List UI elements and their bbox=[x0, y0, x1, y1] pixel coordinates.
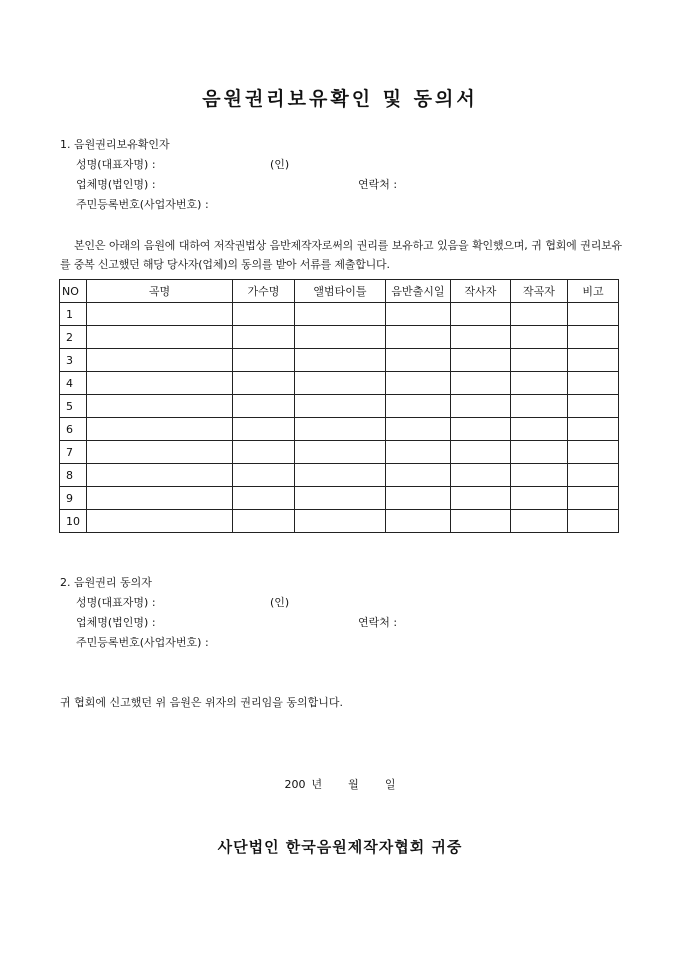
cell-singer[interactable] bbox=[233, 372, 295, 395]
cell-release-date[interactable] bbox=[386, 326, 451, 349]
cell-note[interactable] bbox=[568, 464, 619, 487]
cell-composer[interactable] bbox=[511, 441, 568, 464]
cell-title[interactable] bbox=[87, 464, 233, 487]
cell-release-date[interactable] bbox=[386, 418, 451, 441]
cell-release-date[interactable] bbox=[386, 372, 451, 395]
row-number: 2 bbox=[60, 326, 87, 349]
cell-composer[interactable] bbox=[511, 464, 568, 487]
table-row bbox=[60, 510, 619, 533]
cell-lyricist[interactable] bbox=[451, 395, 511, 418]
cell-note[interactable] bbox=[568, 418, 619, 441]
cell-note[interactable] bbox=[568, 372, 619, 395]
cell-album[interactable] bbox=[295, 464, 386, 487]
row-number: 3 bbox=[60, 349, 87, 372]
table-row bbox=[60, 303, 619, 326]
section2-seal: (인) bbox=[270, 596, 290, 609]
cell-title[interactable] bbox=[87, 349, 233, 372]
cell-singer[interactable] bbox=[233, 395, 295, 418]
date-year-unit: 년 bbox=[311, 778, 323, 791]
section2-name-label: 성명(대표자명) : bbox=[76, 596, 156, 609]
cell-composer[interactable] bbox=[511, 303, 568, 326]
cell-singer[interactable] bbox=[233, 487, 295, 510]
cell-title[interactable] bbox=[87, 418, 233, 441]
cell-singer[interactable] bbox=[233, 441, 295, 464]
cell-title[interactable] bbox=[87, 395, 233, 418]
cell-composer[interactable] bbox=[511, 487, 568, 510]
table-row bbox=[60, 464, 619, 487]
cell-album[interactable] bbox=[295, 349, 386, 372]
table-row bbox=[60, 372, 619, 395]
section1-company-label: 업체명(법인명) : bbox=[76, 178, 156, 191]
header-release-date: 음반출시일 bbox=[386, 280, 451, 303]
cell-lyricist[interactable] bbox=[451, 510, 511, 533]
cell-note[interactable] bbox=[568, 441, 619, 464]
header-singer: 가수명 bbox=[233, 280, 295, 303]
section1-heading: 1. 음원권리보유확인자 bbox=[60, 138, 170, 151]
table-row bbox=[60, 441, 619, 464]
cell-note[interactable] bbox=[568, 326, 619, 349]
date-year: 200 bbox=[284, 778, 306, 791]
recipient-footer: 사단법인 한국음원제작자협회 귀중 bbox=[217, 838, 463, 856]
header-album: 앨범타이틀 bbox=[295, 280, 386, 303]
cell-release-date[interactable] bbox=[386, 487, 451, 510]
cell-album[interactable] bbox=[295, 441, 386, 464]
row-number: 10 bbox=[60, 510, 87, 533]
cell-lyricist[interactable] bbox=[451, 372, 511, 395]
date-month-unit: 월 bbox=[348, 778, 359, 791]
music-list-table bbox=[59, 279, 619, 533]
cell-title[interactable] bbox=[87, 303, 233, 326]
cell-release-date[interactable] bbox=[386, 510, 451, 533]
cell-album[interactable] bbox=[295, 487, 386, 510]
cell-lyricist[interactable] bbox=[451, 349, 511, 372]
table-row bbox=[60, 395, 619, 418]
cell-title[interactable] bbox=[87, 487, 233, 510]
table-row bbox=[60, 418, 619, 441]
cell-note[interactable] bbox=[568, 303, 619, 326]
header-lyricist: 작사자 bbox=[451, 280, 511, 303]
cell-singer[interactable] bbox=[233, 303, 295, 326]
cell-composer[interactable] bbox=[511, 395, 568, 418]
table-header-row bbox=[60, 280, 619, 303]
row-number: 4 bbox=[60, 372, 87, 395]
section1-seal: (인) bbox=[270, 158, 290, 171]
consent-statement: 귀 협회에 신고했던 위 음원은 위자의 권리임을 동의합니다. bbox=[60, 696, 343, 709]
cell-singer[interactable] bbox=[233, 326, 295, 349]
section2-id-label: 주민등록번호(사업자번호) : bbox=[76, 636, 209, 649]
cell-composer[interactable] bbox=[511, 510, 568, 533]
cell-release-date[interactable] bbox=[386, 349, 451, 372]
statement-paragraph: 본인은 아래의 음원에 대하여 저작권법상 음반제작자로써의 권리를 보유하고 있음을 확인했으며, 귀 협회에 권리보유를 중복 신고했던 해당 당사자(업체)의 동의를 받아 서류를 제출합니다. bbox=[60, 239, 622, 271]
table-row bbox=[60, 487, 619, 510]
section1-name-label: 성명(대표자명) : bbox=[76, 158, 156, 171]
cell-composer[interactable] bbox=[511, 372, 568, 395]
row-number: 1 bbox=[60, 303, 87, 326]
cell-title[interactable] bbox=[87, 326, 233, 349]
header-title: 곡명 bbox=[87, 280, 233, 303]
cell-note[interactable] bbox=[568, 395, 619, 418]
table-row bbox=[60, 326, 619, 349]
section1-id-label: 주민등록번호(사업자번호) : bbox=[76, 198, 209, 211]
section1-contact-label: 연락처 : bbox=[358, 178, 398, 191]
cell-singer[interactable] bbox=[233, 464, 295, 487]
cell-lyricist[interactable] bbox=[451, 303, 511, 326]
cell-lyricist[interactable] bbox=[451, 464, 511, 487]
header-note: 비고 bbox=[568, 280, 619, 303]
cell-note[interactable] bbox=[568, 510, 619, 533]
cell-release-date[interactable] bbox=[386, 303, 451, 326]
cell-composer[interactable] bbox=[511, 326, 568, 349]
row-number: 5 bbox=[60, 395, 87, 418]
cell-singer[interactable] bbox=[233, 510, 295, 533]
cell-release-date[interactable] bbox=[386, 441, 451, 464]
cell-release-date[interactable] bbox=[386, 464, 451, 487]
cell-note[interactable] bbox=[568, 487, 619, 510]
cell-composer[interactable] bbox=[511, 349, 568, 372]
header-no: NO bbox=[60, 280, 87, 303]
cell-album[interactable] bbox=[295, 395, 386, 418]
row-number: 7 bbox=[60, 441, 87, 464]
cell-album[interactable] bbox=[295, 510, 386, 533]
document-title: 음원권리보유확인 및 동의서 bbox=[202, 88, 478, 110]
cell-album[interactable] bbox=[295, 372, 386, 395]
row-number: 6 bbox=[60, 418, 87, 441]
cell-album[interactable] bbox=[295, 326, 386, 349]
cell-album[interactable] bbox=[295, 303, 386, 326]
row-number: 8 bbox=[60, 464, 87, 487]
date-line bbox=[0, 776, 680, 792]
cell-lyricist[interactable] bbox=[451, 418, 511, 441]
row-number: 9 bbox=[60, 487, 87, 510]
cell-note[interactable] bbox=[568, 349, 619, 372]
cell-lyricist[interactable] bbox=[451, 326, 511, 349]
cell-lyricist[interactable] bbox=[451, 487, 511, 510]
cell-title[interactable] bbox=[87, 372, 233, 395]
cell-title[interactable] bbox=[87, 441, 233, 464]
table-row bbox=[60, 349, 619, 372]
cell-album[interactable] bbox=[295, 418, 386, 441]
cell-title[interactable] bbox=[87, 510, 233, 533]
cell-singer[interactable] bbox=[233, 418, 295, 441]
cell-release-date[interactable] bbox=[386, 395, 451, 418]
cell-lyricist[interactable] bbox=[451, 441, 511, 464]
section2-contact-label: 연락처 : bbox=[358, 616, 398, 629]
cell-composer[interactable] bbox=[511, 418, 568, 441]
section2-heading: 2. 음원권리 동의자 bbox=[60, 576, 152, 589]
date-day-unit: 일 bbox=[384, 778, 396, 791]
header-composer: 작곡자 bbox=[511, 280, 568, 303]
section2-company-label: 업체명(법인명) : bbox=[76, 616, 156, 629]
cell-singer[interactable] bbox=[233, 349, 295, 372]
